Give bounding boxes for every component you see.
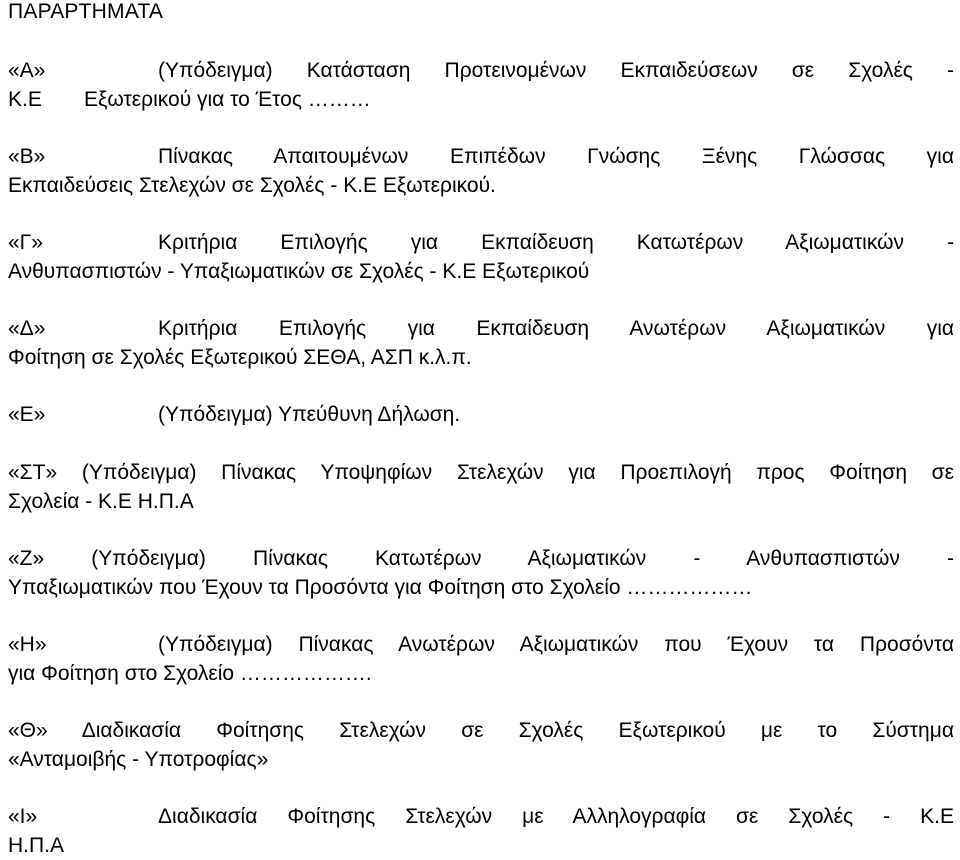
annex-title-line: (Υπόδειγμα) Πίνακας Υποψηφίων Στελεχών για Προεπιλογή προς Φοίτηση σε bbox=[81, 461, 954, 484]
annex-title-line: Διαδικασία Φοίτησης Στελεχών σε Σχολές Εξωτερικού με το Σύστημα bbox=[81, 719, 954, 742]
annex-label: «Δ» bbox=[8, 317, 46, 340]
annex-label: «Β» bbox=[8, 145, 46, 168]
annex-title-line: Κριτήρια Επιλογής για Εκπαίδευση Ανωτέρων Αξιωματικών για bbox=[158, 317, 954, 340]
annex-title-line: Κριτήρια Επιλογής για Εκπαίδευση Κατωτέρων Αξιωματικών - bbox=[158, 231, 954, 254]
annex-label: «Α» bbox=[8, 59, 46, 82]
annex-title-line: Σχολεία - Κ.Ε Η.Π.Α bbox=[8, 490, 194, 513]
annex-label: «Θ» bbox=[8, 719, 48, 742]
page-title: ΠΑΡΑΡΤΗΜΑΤΑ bbox=[8, 0, 164, 23]
annex-title-line: Εξωτερικού για το Έτος ……… bbox=[84, 88, 371, 111]
annex-title-line: (Υπόδειγμα) Πίνακας Κατωτέρων Αξιωματικών - Ανθυπασπιστών - bbox=[91, 547, 954, 570]
annex-label: «Ε» bbox=[8, 403, 46, 426]
annex-label-continuation: Κ.Ε bbox=[8, 88, 42, 111]
annex-title-line: Ανθυπασπιστών - Υπαξιωματικών σε Σχολές - Κ.Ε Εξωτερικού bbox=[8, 260, 590, 283]
annex-title-line: Εκπαιδεύσεις Στελεχών σε Σχολές - Κ.Ε Εξωτερικού. bbox=[8, 174, 496, 197]
annex-entry-d bbox=[8, 314, 954, 372]
annex-entry-b bbox=[8, 142, 954, 200]
annex-entry-e bbox=[8, 400, 954, 429]
annex-entry-a bbox=[8, 56, 954, 114]
annex-label: «Ι» bbox=[8, 805, 38, 828]
annex-label: «ΣΤ» bbox=[8, 461, 58, 484]
annex-entry-h bbox=[8, 630, 954, 688]
annex-title-line: «Ανταμοιβής - Υποτροφίας» bbox=[8, 748, 269, 771]
annex-entry-st bbox=[8, 458, 954, 516]
annex-title-line: Πίνακας Απαιτουμένων Επιπέδων Γνώσης Ξένης Γλώσσας για bbox=[158, 145, 954, 168]
annex-title-line: (Υπόδειγμα) Υπεύθυνη Δήλωση. bbox=[158, 403, 461, 426]
annex-label: «Ζ» bbox=[8, 547, 45, 570]
annex-title-line: Διαδικασία Φοίτησης Στελεχών με Αλληλογραφία σε Σχολές - Κ.Ε bbox=[158, 805, 954, 828]
annex-entry-i bbox=[8, 802, 954, 860]
annex-title-line: (Υπόδειγμα) Κατάσταση Προτεινομένων Εκπαιδεύσεων σε Σχολές - bbox=[158, 59, 954, 82]
annex-title-line: Η.Π.Α bbox=[8, 834, 65, 857]
annex-title-line: Υπαξιωματικών που Έχουν τα Προσόντα για Φοίτηση στο Σχολείο ……………… bbox=[8, 576, 753, 599]
annex-entry-c bbox=[8, 228, 954, 286]
annex-entry-th bbox=[8, 716, 954, 774]
annex-title-line: (Υπόδειγμα) Πίνακας Ανωτέρων Αξιωματικών που Έχουν τα Προσόντα bbox=[158, 633, 954, 656]
annex-label: «Η» bbox=[8, 633, 47, 656]
annex-title-line: για Φοίτηση στο Σχολείο ………………. bbox=[8, 662, 372, 685]
annex-entry-z bbox=[8, 544, 954, 602]
annex-label: «Γ» bbox=[8, 231, 43, 254]
annex-title-line: Φοίτηση σε Σχολές Εξωτερικού ΣΕΘΑ, ΑΣΠ κ.λ.π. bbox=[8, 346, 472, 369]
